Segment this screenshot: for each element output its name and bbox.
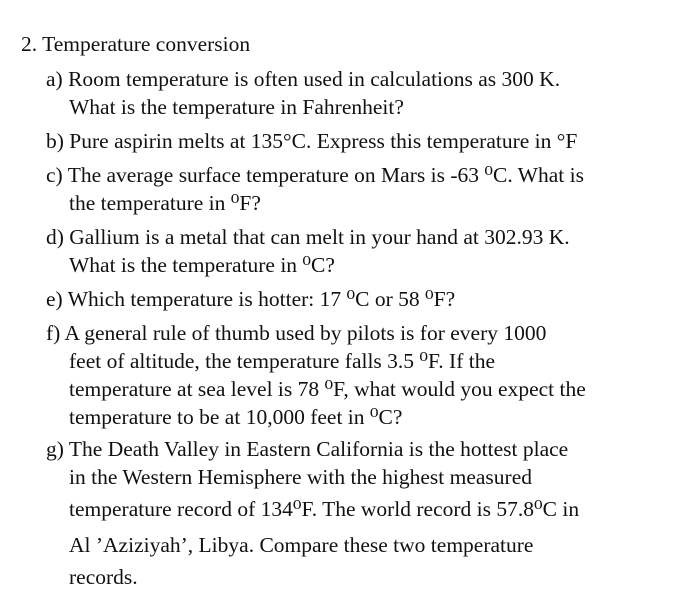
question-b-line-1: b) Pure aspirin melts at 135°C. Express this temperature in °F [46, 129, 578, 153]
question-a-line-2: What is the temperature in Fahrenheit? [69, 95, 404, 119]
question-f-line-3: temperature at sea level is 78 ⁰F, what would you expect the [69, 377, 586, 401]
question-e-line-1: e) Which temperature is hotter: 17 ⁰C or 58 ⁰F? [46, 287, 456, 311]
question-c-line-1: c) The average surface temperature on Mars is -63 ⁰C. What is [46, 163, 584, 187]
question-e [46, 285, 686, 313]
question-g-line-3: temperature record of 134⁰F. The world record is 57.8⁰C in [69, 497, 580, 521]
question-g-line-2: in the Western Hemisphere with the highest measured [69, 465, 532, 489]
question-b [46, 127, 686, 155]
question-g-line-5: records. [69, 565, 138, 589]
question-a-line-1: a) Room temperature is often used in calculations as 300 K. [46, 67, 561, 91]
question-g [46, 435, 686, 591]
question-f-line-4: temperature to be at 10,000 feet in ⁰C? [69, 405, 403, 429]
question-d-line-1: d) Gallium is a metal that can melt in your hand at 302.93 K. [46, 225, 570, 249]
question-c-line-2: the temperature in ⁰F? [69, 191, 261, 215]
question-g-line-1: g) The Death Valley in Eastern California is the hottest place [46, 437, 569, 461]
question-a [46, 65, 686, 121]
question-d-line-2: What is the temperature in ⁰C? [69, 253, 335, 277]
problem-heading: 2. Temperature conversion [21, 32, 251, 56]
question-g-line-4: Al ’Aziziyah’, Libya. Compare these two temperature [69, 533, 534, 557]
question-d [46, 223, 686, 279]
question-f [46, 319, 686, 431]
question-f-line-1: f) A general rule of thumb used by pilots is for every 1000 [46, 321, 547, 345]
question-c [46, 161, 686, 217]
question-f-line-2: feet of altitude, the temperature falls 3.5 ⁰F. If the [69, 349, 495, 373]
